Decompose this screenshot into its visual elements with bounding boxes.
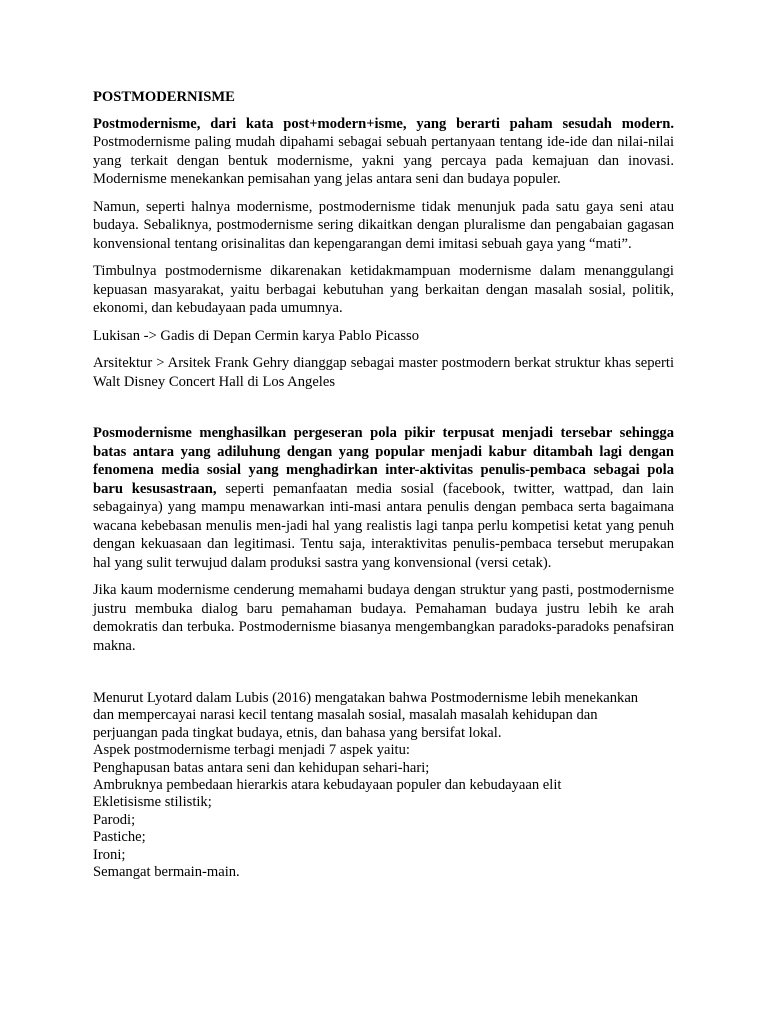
aspect-item: Ekletisisme stilistik;	[93, 794, 212, 811]
aspect-item: Parodi;	[93, 811, 136, 828]
paragraph-lyotard	[93, 690, 674, 881]
aspect-item: Pastiche;	[93, 829, 146, 846]
paragraph-definition-bold: Postmodernisme, dari kata post+modern+isme, yang berarti paham sesudah modern.	[93, 115, 674, 132]
lyotard-line: Menurut Lyotard dalam Lubis (2016) mengatakan bahwa Postmodernisme lebih menekankan	[93, 690, 639, 706]
paragraph-definition-text: Postmodernisme paling mudah dipahami sebagai sebuah pertanyaan tentang ide-ide dan nilai-nilai yang terkait dengan bentuk modernisme, yakni yang percaya pada kemajuan dan inovasi. Modernisme menekankan pemisahan yang jelas antara seni dan budaya populer.	[93, 134, 674, 187]
paragraph-shift	[93, 424, 674, 572]
paragraph-architecture-example: Arsitektur > Arsitek Frank Gehry dianggap sebagai master postmodern berkat struktur khas seperti Walt Disney Concert Hall di Los Angeles	[93, 355, 674, 390]
paragraph-painting-example: Lukisan -> Gadis di Depan Cermin karya Pablo Picasso	[93, 327, 419, 344]
document-title: POSTMODERNISME	[93, 89, 235, 105]
document-body	[93, 88, 674, 881]
aspects-intro: Aspek postmodernisme terbagi menjadi 7 aspek yaitu:	[93, 742, 410, 759]
paragraph-shift-bold: Posmodernisme menghasilkan pergeseran pola pikir terpusat menjadi tersebar sehingga batas antara yang adiluhung dengan yang popular menjadi kabur ditambah lagi dengan fenomena media sosial yang menghadirkan inter-aktivitas penulis-pembaca sebagai pola baru kesusastraan,	[93, 425, 674, 497]
aspect-item: Semangat bermain-main.	[93, 864, 240, 881]
paragraph-origin: Timbulnya postmodernisme dikarenakan ketidakmampuan modernisme dalam menanggulangi kepuasan masyarakat, yaitu berbagai kebutuhan yang berkaitan dengan masalah sosial, politik, ekonomi, dan kebudayaan pada umumnya.	[93, 263, 674, 316]
lyotard-line: dan mempercayai narasi kecil tentang masalah sosial, masalah masalah kehidupan dan	[93, 707, 598, 724]
aspect-item: Ironi;	[93, 846, 126, 863]
aspect-item: Ambruknya pembedaan hierarkis atara kebudayaan populer dan kebudayaan elit	[93, 777, 562, 794]
paragraph-comparison: Jika kaum modernisme cenderung memahami budaya dengan struktur yang pasti, postmodernisme justru membuka dialog baru pemahaman budaya. Pemahaman budaya justru lebih ke arah demokratis dan terbuka. Postmodernisme biasanya mengembangkan paradoks-paradoks penafsiran makna.	[93, 582, 674, 654]
paragraph-pluralism: Namun, seperti halnya modernisme, postmodernisme tidak menunjuk pada satu gaya seni atau budaya. Sebaliknya, postmodernisme sering dikaitkan dengan pluralisme dan pengabaian gagasan konvensional tentang orisinalitas dan kepengarangan demi imitasi sebuah gaya yang “mati”.	[93, 198, 674, 252]
blank-space	[93, 664, 674, 690]
paragraph-shift-text: seperti pemanfaatan media sosial (facebook, twitter, wattpad, dan lain sebagainya) yang mampu menawarkan inti-masi antara penulis dengan pembaca serta bagaimana wacana kebebasan menulis men-jadi hal yang realistis lagi tanpa perlu kompetisi ketat yang penuh dengan kekuasaan dan legitimasi. Tentu saja, interaktivitas penulis-pembaca tersebut merupakan hal yang sulit terwujud dalam produksi sastra yang konvensional (versi cetak).	[93, 480, 674, 571]
paragraph-definition	[93, 115, 674, 189]
lyotard-line: perjuangan pada tingkat budaya, etnis, dan bahasa yang bersifat lokal.	[93, 724, 502, 741]
blank-space	[93, 400, 674, 424]
aspect-item: Penghapusan batas antara seni dan kehidupan sehari-hari;	[93, 759, 430, 776]
